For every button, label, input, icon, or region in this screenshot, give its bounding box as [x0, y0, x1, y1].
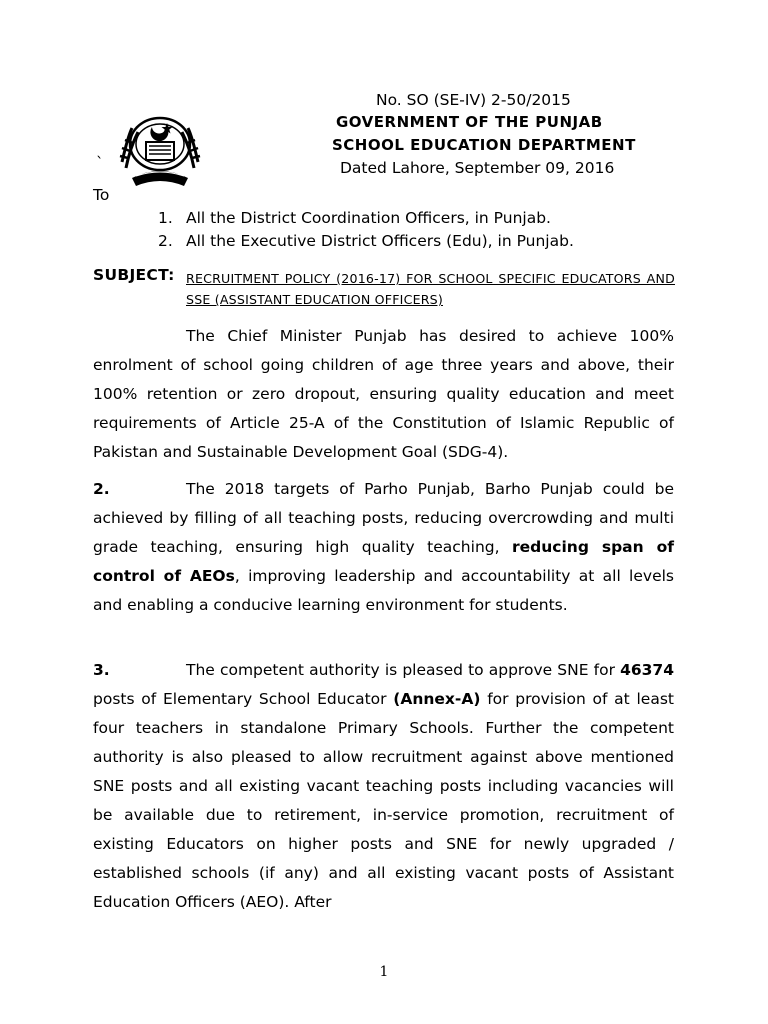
government-title: GOVERNMENT OF THE PUNJAB — [336, 113, 603, 131]
recipient-text: All the District Coordination Officers, in Punjab. — [186, 209, 551, 227]
date-line: Dated Lahore, September 09, 2016 — [340, 159, 615, 177]
bold-text: (Annex-A) — [393, 690, 481, 708]
punjab-government-seal-icon — [116, 112, 204, 192]
paragraph-text: The competent authority is pleased to approve SNE for — [186, 661, 621, 679]
subject-text: RECRUITMENT POLICY (2016-17) FOR SCHOOL SPECIFIC EDUCATORS AND SSE (ASSISTANT EDUCATION OFFICERS) — [186, 271, 675, 307]
paragraph-text: , improving leadership and accountability at all levels and enabling a conducive learning environment for students. — [93, 567, 674, 614]
paragraph-text: posts of Elementary School Educator — [93, 690, 394, 708]
stray-mark: ` — [96, 154, 104, 172]
recipient-item — [158, 232, 574, 250]
recipient-text: All the Executive District Officers (Edu), in Punjab. — [186, 232, 574, 250]
to-label: To — [93, 186, 110, 204]
paragraph-text: The 2018 targets of Parho Punjab, Barho Punjab could be achieved by filling of all teaching posts, reducing overcrowding and multi grade teaching, ensuring high quality teaching, — [93, 480, 674, 556]
bold-text: reducing span of control of AEOs — [93, 538, 674, 585]
paragraph-3 — [93, 656, 674, 917]
paragraph-1: The Chief Minister Punjab has desired to achieve 100% enrolment of school going children of age three years and above, their 100% retention or zero dropout, ensuring quality education and meet requirements of Article 25-A of the Constitution of Islamic Republic of Pakistan and Sustainable Development Goal (SDG-4). — [93, 327, 674, 461]
recipient-number: 1. — [158, 209, 173, 227]
paragraph-number: 3. — [93, 661, 110, 679]
department-title: SCHOOL EDUCATION DEPARTMENT — [332, 136, 636, 154]
subject-label: SUBJECT: — [93, 266, 175, 284]
page-number: 1 — [379, 964, 389, 980]
reference-number: No. SO (SE-IV) 2-50/2015 — [376, 91, 571, 109]
recipient-number: 2. — [158, 232, 173, 250]
recipient-item — [158, 209, 551, 227]
paragraph-text: for provision of at least four teachers in standalone Primary Schools. Further the competent authority is also pleased to allow recruitment against above mentioned SNE posts and all existing vacant teaching posts including vacancies will be available due to retirement, in-service promotion, recruitment of existing Educators on higher posts and SNE for newly upgraded / established schools (if any) and all existing vacant posts of Assistant Education Officers (AEO). After — [93, 690, 674, 911]
paragraph-number: 2. — [93, 480, 110, 498]
bold-text: 46374 — [620, 661, 674, 679]
paragraph-2 — [93, 475, 674, 620]
